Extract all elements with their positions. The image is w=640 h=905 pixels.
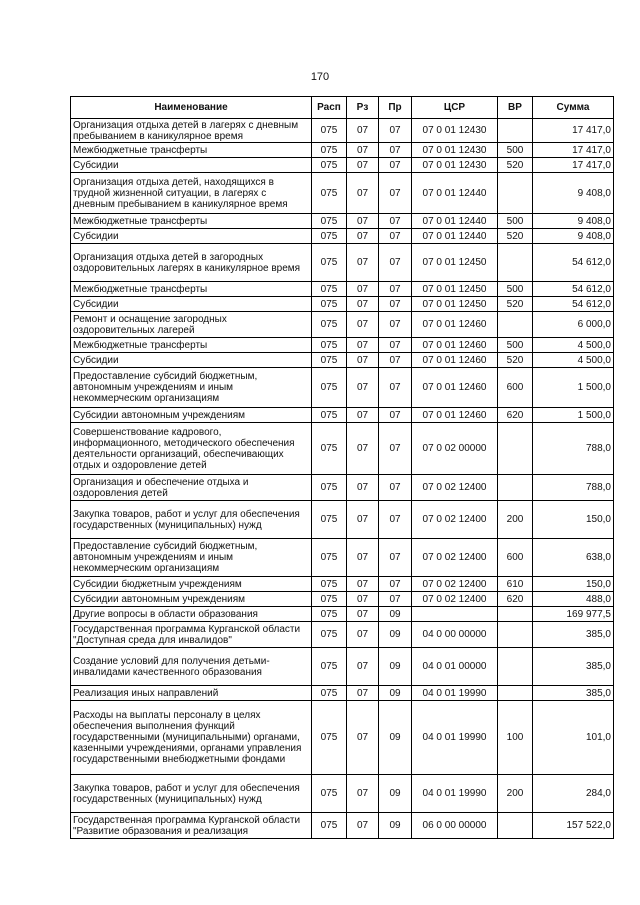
cell-csr: 07 0 02 12400	[412, 475, 498, 501]
cell-pr: 09	[379, 686, 412, 701]
cell-vr	[498, 622, 533, 648]
cell-name: Субсидии	[71, 229, 312, 244]
cell-rasp: 075	[312, 119, 347, 143]
cell-csr: 04 0 01 19990	[412, 686, 498, 701]
cell-rasp: 075	[312, 539, 347, 577]
cell-vr	[498, 312, 533, 338]
cell-csr: 07 0 01 12450	[412, 297, 498, 312]
cell-pr: 07	[379, 423, 412, 475]
cell-rasp: 075	[312, 143, 347, 158]
cell-csr: 04 0 01 19990	[412, 775, 498, 813]
cell-rasp: 075	[312, 607, 347, 622]
table-row	[71, 173, 614, 214]
cell-rasp: 075	[312, 229, 347, 244]
cell-vr: 600	[498, 368, 533, 408]
cell-sum: 385,0	[533, 622, 614, 648]
cell-vr	[498, 813, 533, 839]
cell-pr: 07	[379, 408, 412, 423]
cell-pr: 07	[379, 119, 412, 143]
cell-vr	[498, 119, 533, 143]
cell-name: Межбюджетные трансферты	[71, 338, 312, 353]
cell-name: Организация отдыха детей в лагерях с дневным пребыванием в каникулярное время	[71, 119, 312, 143]
table-row	[71, 119, 614, 143]
cell-pr: 07	[379, 475, 412, 501]
cell-name: Субсидии	[71, 158, 312, 173]
cell-rasp: 075	[312, 813, 347, 839]
cell-rz: 07	[347, 539, 379, 577]
cell-rasp: 075	[312, 282, 347, 297]
cell-rasp: 075	[312, 244, 347, 282]
cell-sum: 385,0	[533, 686, 614, 701]
cell-csr: 06 0 00 00000	[412, 813, 498, 839]
cell-name: Закупка товаров, работ и услуг для обеспечения государственных (муниципальных) нужд	[71, 501, 312, 539]
cell-sum: 4 500,0	[533, 338, 614, 353]
table-header-row	[71, 97, 614, 119]
table-row	[71, 622, 614, 648]
cell-csr: 07 0 01 12460	[412, 338, 498, 353]
cell-rz: 07	[347, 119, 379, 143]
cell-rz: 07	[347, 622, 379, 648]
cell-sum: 9 408,0	[533, 214, 614, 229]
cell-rz: 07	[347, 475, 379, 501]
cell-pr: 07	[379, 501, 412, 539]
cell-sum: 4 500,0	[533, 353, 614, 368]
cell-name: Организация отдыха детей в загородных оздоровительных лагерях в каникулярное время	[71, 244, 312, 282]
cell-name: Межбюджетные трансферты	[71, 214, 312, 229]
cell-sum: 284,0	[533, 775, 614, 813]
header-pr: Пр	[379, 97, 412, 119]
cell-pr: 07	[379, 338, 412, 353]
cell-pr: 07	[379, 229, 412, 244]
table-row	[71, 408, 614, 423]
cell-pr: 07	[379, 282, 412, 297]
cell-rasp: 075	[312, 648, 347, 686]
cell-rasp: 075	[312, 158, 347, 173]
cell-vr	[498, 475, 533, 501]
table-row	[71, 686, 614, 701]
cell-vr	[498, 423, 533, 475]
cell-csr: 07 0 01 12460	[412, 312, 498, 338]
cell-sum: 54 612,0	[533, 244, 614, 282]
cell-name: Субсидии автономным учреждениям	[71, 408, 312, 423]
cell-csr: 07 0 02 12400	[412, 577, 498, 592]
cell-sum: 157 522,0	[533, 813, 614, 839]
cell-rz: 07	[347, 173, 379, 214]
cell-csr: 07 0 02 12400	[412, 539, 498, 577]
cell-rasp: 075	[312, 775, 347, 813]
cell-rasp: 075	[312, 686, 347, 701]
cell-csr: 07 0 02 12400	[412, 501, 498, 539]
cell-vr: 600	[498, 539, 533, 577]
cell-csr: 07 0 01 12440	[412, 229, 498, 244]
cell-sum: 488,0	[533, 592, 614, 607]
cell-rasp: 075	[312, 475, 347, 501]
cell-pr: 07	[379, 353, 412, 368]
page-number: 170	[310, 71, 330, 83]
budget-table	[70, 96, 614, 839]
header-name: Наименование	[71, 97, 312, 119]
table-row	[71, 813, 614, 839]
cell-name: Государственная программа Курганской области "Доступная среда для инвалидов"	[71, 622, 312, 648]
cell-rz: 07	[347, 701, 379, 775]
table-row	[71, 775, 614, 813]
cell-pr: 07	[379, 577, 412, 592]
cell-rz: 07	[347, 353, 379, 368]
table-row	[71, 501, 614, 539]
table-row	[71, 282, 614, 297]
table-row	[71, 143, 614, 158]
header-csr: ЦСР	[412, 97, 498, 119]
cell-name: Организация и обеспечение отдыха и оздоровления детей	[71, 475, 312, 501]
cell-sum: 1 500,0	[533, 368, 614, 408]
cell-rz: 07	[347, 214, 379, 229]
table-row	[71, 297, 614, 312]
cell-rz: 07	[347, 143, 379, 158]
cell-name: Расходы на выплаты персоналу в целях обеспечения выполнения функций государственными (муниципальными) органами, казенными учреждениями, органами управления государственными внебюджетными фондами	[71, 701, 312, 775]
cell-sum: 385,0	[533, 648, 614, 686]
cell-vr	[498, 607, 533, 622]
cell-name: Реализация иных направлений	[71, 686, 312, 701]
cell-name: Закупка товаров, работ и услуг для обеспечения государственных (муниципальных) нужд	[71, 775, 312, 813]
table-row	[71, 592, 614, 607]
table-row	[71, 701, 614, 775]
cell-pr: 09	[379, 607, 412, 622]
cell-rz: 07	[347, 813, 379, 839]
table-row	[71, 353, 614, 368]
cell-sum: 17 417,0	[533, 143, 614, 158]
cell-sum: 788,0	[533, 475, 614, 501]
cell-rz: 07	[347, 368, 379, 408]
cell-name: Межбюджетные трансферты	[71, 282, 312, 297]
cell-pr: 07	[379, 244, 412, 282]
cell-sum: 150,0	[533, 501, 614, 539]
table-row	[71, 338, 614, 353]
table-row	[71, 158, 614, 173]
cell-rz: 07	[347, 297, 379, 312]
cell-name: Субсидии автономным учреждениям	[71, 592, 312, 607]
cell-name: Государственная программа Курганской области "Развитие образования и реализация	[71, 813, 312, 839]
cell-name: Совершенствование кадрового, информационного, методического обеспечения деятельности организаций, обеспечивающих отдых и оздоровление детей	[71, 423, 312, 475]
table-row	[71, 607, 614, 622]
table-row	[71, 423, 614, 475]
cell-rasp: 075	[312, 408, 347, 423]
cell-rasp: 075	[312, 622, 347, 648]
cell-csr: 07 0 01 12430	[412, 119, 498, 143]
cell-vr	[498, 648, 533, 686]
cell-pr: 07	[379, 214, 412, 229]
cell-pr: 07	[379, 143, 412, 158]
cell-pr: 09	[379, 701, 412, 775]
cell-rz: 07	[347, 282, 379, 297]
cell-rasp: 075	[312, 592, 347, 607]
header-rz: Рз	[347, 97, 379, 119]
cell-sum: 638,0	[533, 539, 614, 577]
cell-csr: 04 0 00 00000	[412, 622, 498, 648]
cell-csr: 07 0 01 12460	[412, 353, 498, 368]
table-row	[71, 648, 614, 686]
cell-name: Субсидии	[71, 353, 312, 368]
cell-name: Создание условий для получения детьми-инвалидами качественного образования	[71, 648, 312, 686]
cell-sum: 101,0	[533, 701, 614, 775]
cell-pr: 07	[379, 158, 412, 173]
cell-vr: 520	[498, 297, 533, 312]
cell-pr: 07	[379, 173, 412, 214]
cell-csr: 07 0 01 12440	[412, 173, 498, 214]
cell-sum: 9 408,0	[533, 229, 614, 244]
cell-vr	[498, 173, 533, 214]
cell-csr: 07 0 02 00000	[412, 423, 498, 475]
cell-pr: 07	[379, 312, 412, 338]
cell-rasp: 075	[312, 501, 347, 539]
cell-vr: 200	[498, 775, 533, 813]
table-row	[71, 577, 614, 592]
cell-rasp: 075	[312, 173, 347, 214]
cell-vr: 620	[498, 408, 533, 423]
header-sum: Сумма	[533, 97, 614, 119]
cell-csr: 07 0 02 12400	[412, 592, 498, 607]
cell-rz: 07	[347, 338, 379, 353]
cell-pr: 07	[379, 592, 412, 607]
cell-rz: 07	[347, 158, 379, 173]
cell-vr: 520	[498, 229, 533, 244]
cell-name: Другие вопросы в области образования	[71, 607, 312, 622]
table-row	[71, 539, 614, 577]
cell-csr: 07 0 01 12460	[412, 408, 498, 423]
cell-pr: 07	[379, 539, 412, 577]
cell-pr: 07	[379, 368, 412, 408]
cell-csr: 07 0 01 12440	[412, 214, 498, 229]
cell-vr: 520	[498, 158, 533, 173]
cell-sum: 54 612,0	[533, 282, 614, 297]
table-row	[71, 312, 614, 338]
cell-pr: 09	[379, 775, 412, 813]
cell-csr: 07 0 01 12450	[412, 282, 498, 297]
cell-name: Субсидии	[71, 297, 312, 312]
cell-csr: 07 0 01 12430	[412, 143, 498, 158]
cell-name: Субсидии бюджетным учреждениям	[71, 577, 312, 592]
cell-vr: 500	[498, 282, 533, 297]
cell-rz: 07	[347, 577, 379, 592]
cell-rz: 07	[347, 423, 379, 475]
cell-sum: 6 000,0	[533, 312, 614, 338]
cell-rz: 07	[347, 775, 379, 813]
cell-rasp: 075	[312, 368, 347, 408]
cell-rasp: 075	[312, 577, 347, 592]
cell-rz: 07	[347, 592, 379, 607]
cell-rasp: 075	[312, 701, 347, 775]
cell-rz: 07	[347, 408, 379, 423]
cell-vr	[498, 686, 533, 701]
cell-vr: 610	[498, 577, 533, 592]
cell-rasp: 075	[312, 312, 347, 338]
cell-rz: 07	[347, 648, 379, 686]
cell-sum: 788,0	[533, 423, 614, 475]
header-rasp: Расп	[312, 97, 347, 119]
cell-sum: 169 977,5	[533, 607, 614, 622]
table-row	[71, 244, 614, 282]
cell-pr: 09	[379, 813, 412, 839]
table-row	[71, 214, 614, 229]
cell-name: Предоставление субсидий бюджетным, автономным учреждениям и иным некоммерческим организациям	[71, 368, 312, 408]
cell-vr: 500	[498, 143, 533, 158]
cell-rz: 07	[347, 501, 379, 539]
cell-rz: 07	[347, 686, 379, 701]
cell-sum: 9 408,0	[533, 173, 614, 214]
cell-csr: 07 0 01 12430	[412, 158, 498, 173]
cell-sum: 54 612,0	[533, 297, 614, 312]
header-vr: ВР	[498, 97, 533, 119]
table-body	[71, 119, 614, 839]
cell-csr: 07 0 01 12450	[412, 244, 498, 282]
cell-vr: 620	[498, 592, 533, 607]
cell-vr: 500	[498, 338, 533, 353]
cell-pr: 09	[379, 622, 412, 648]
cell-vr: 200	[498, 501, 533, 539]
cell-pr: 07	[379, 297, 412, 312]
cell-rasp: 075	[312, 214, 347, 229]
table-row	[71, 368, 614, 408]
cell-csr: 04 0 01 00000	[412, 648, 498, 686]
cell-sum: 1 500,0	[533, 408, 614, 423]
cell-name: Организация отдыха детей, находящихся в трудной жизненной ситуации, в лагерях с дневным пребыванием в каникулярное время	[71, 173, 312, 214]
cell-sum: 17 417,0	[533, 119, 614, 143]
cell-vr: 100	[498, 701, 533, 775]
cell-sum: 17 417,0	[533, 158, 614, 173]
cell-rasp: 075	[312, 423, 347, 475]
cell-rz: 07	[347, 229, 379, 244]
cell-sum: 150,0	[533, 577, 614, 592]
cell-rz: 07	[347, 312, 379, 338]
cell-vr: 520	[498, 353, 533, 368]
cell-csr: 07 0 01 12460	[412, 368, 498, 408]
cell-rasp: 075	[312, 297, 347, 312]
cell-csr: 04 0 01 19990	[412, 701, 498, 775]
table-row	[71, 475, 614, 501]
cell-name: Предоставление субсидий бюджетным, автономным учреждениям и иным некоммерческим организациям	[71, 539, 312, 577]
cell-vr: 500	[498, 214, 533, 229]
cell-csr	[412, 607, 498, 622]
cell-rasp: 075	[312, 353, 347, 368]
cell-vr	[498, 244, 533, 282]
table-row	[71, 229, 614, 244]
cell-name: Ремонт и оснащение загородных оздоровительных лагерей	[71, 312, 312, 338]
cell-name: Межбюджетные трансферты	[71, 143, 312, 158]
cell-rz: 07	[347, 607, 379, 622]
cell-rz: 07	[347, 244, 379, 282]
cell-rasp: 075	[312, 338, 347, 353]
cell-pr: 09	[379, 648, 412, 686]
